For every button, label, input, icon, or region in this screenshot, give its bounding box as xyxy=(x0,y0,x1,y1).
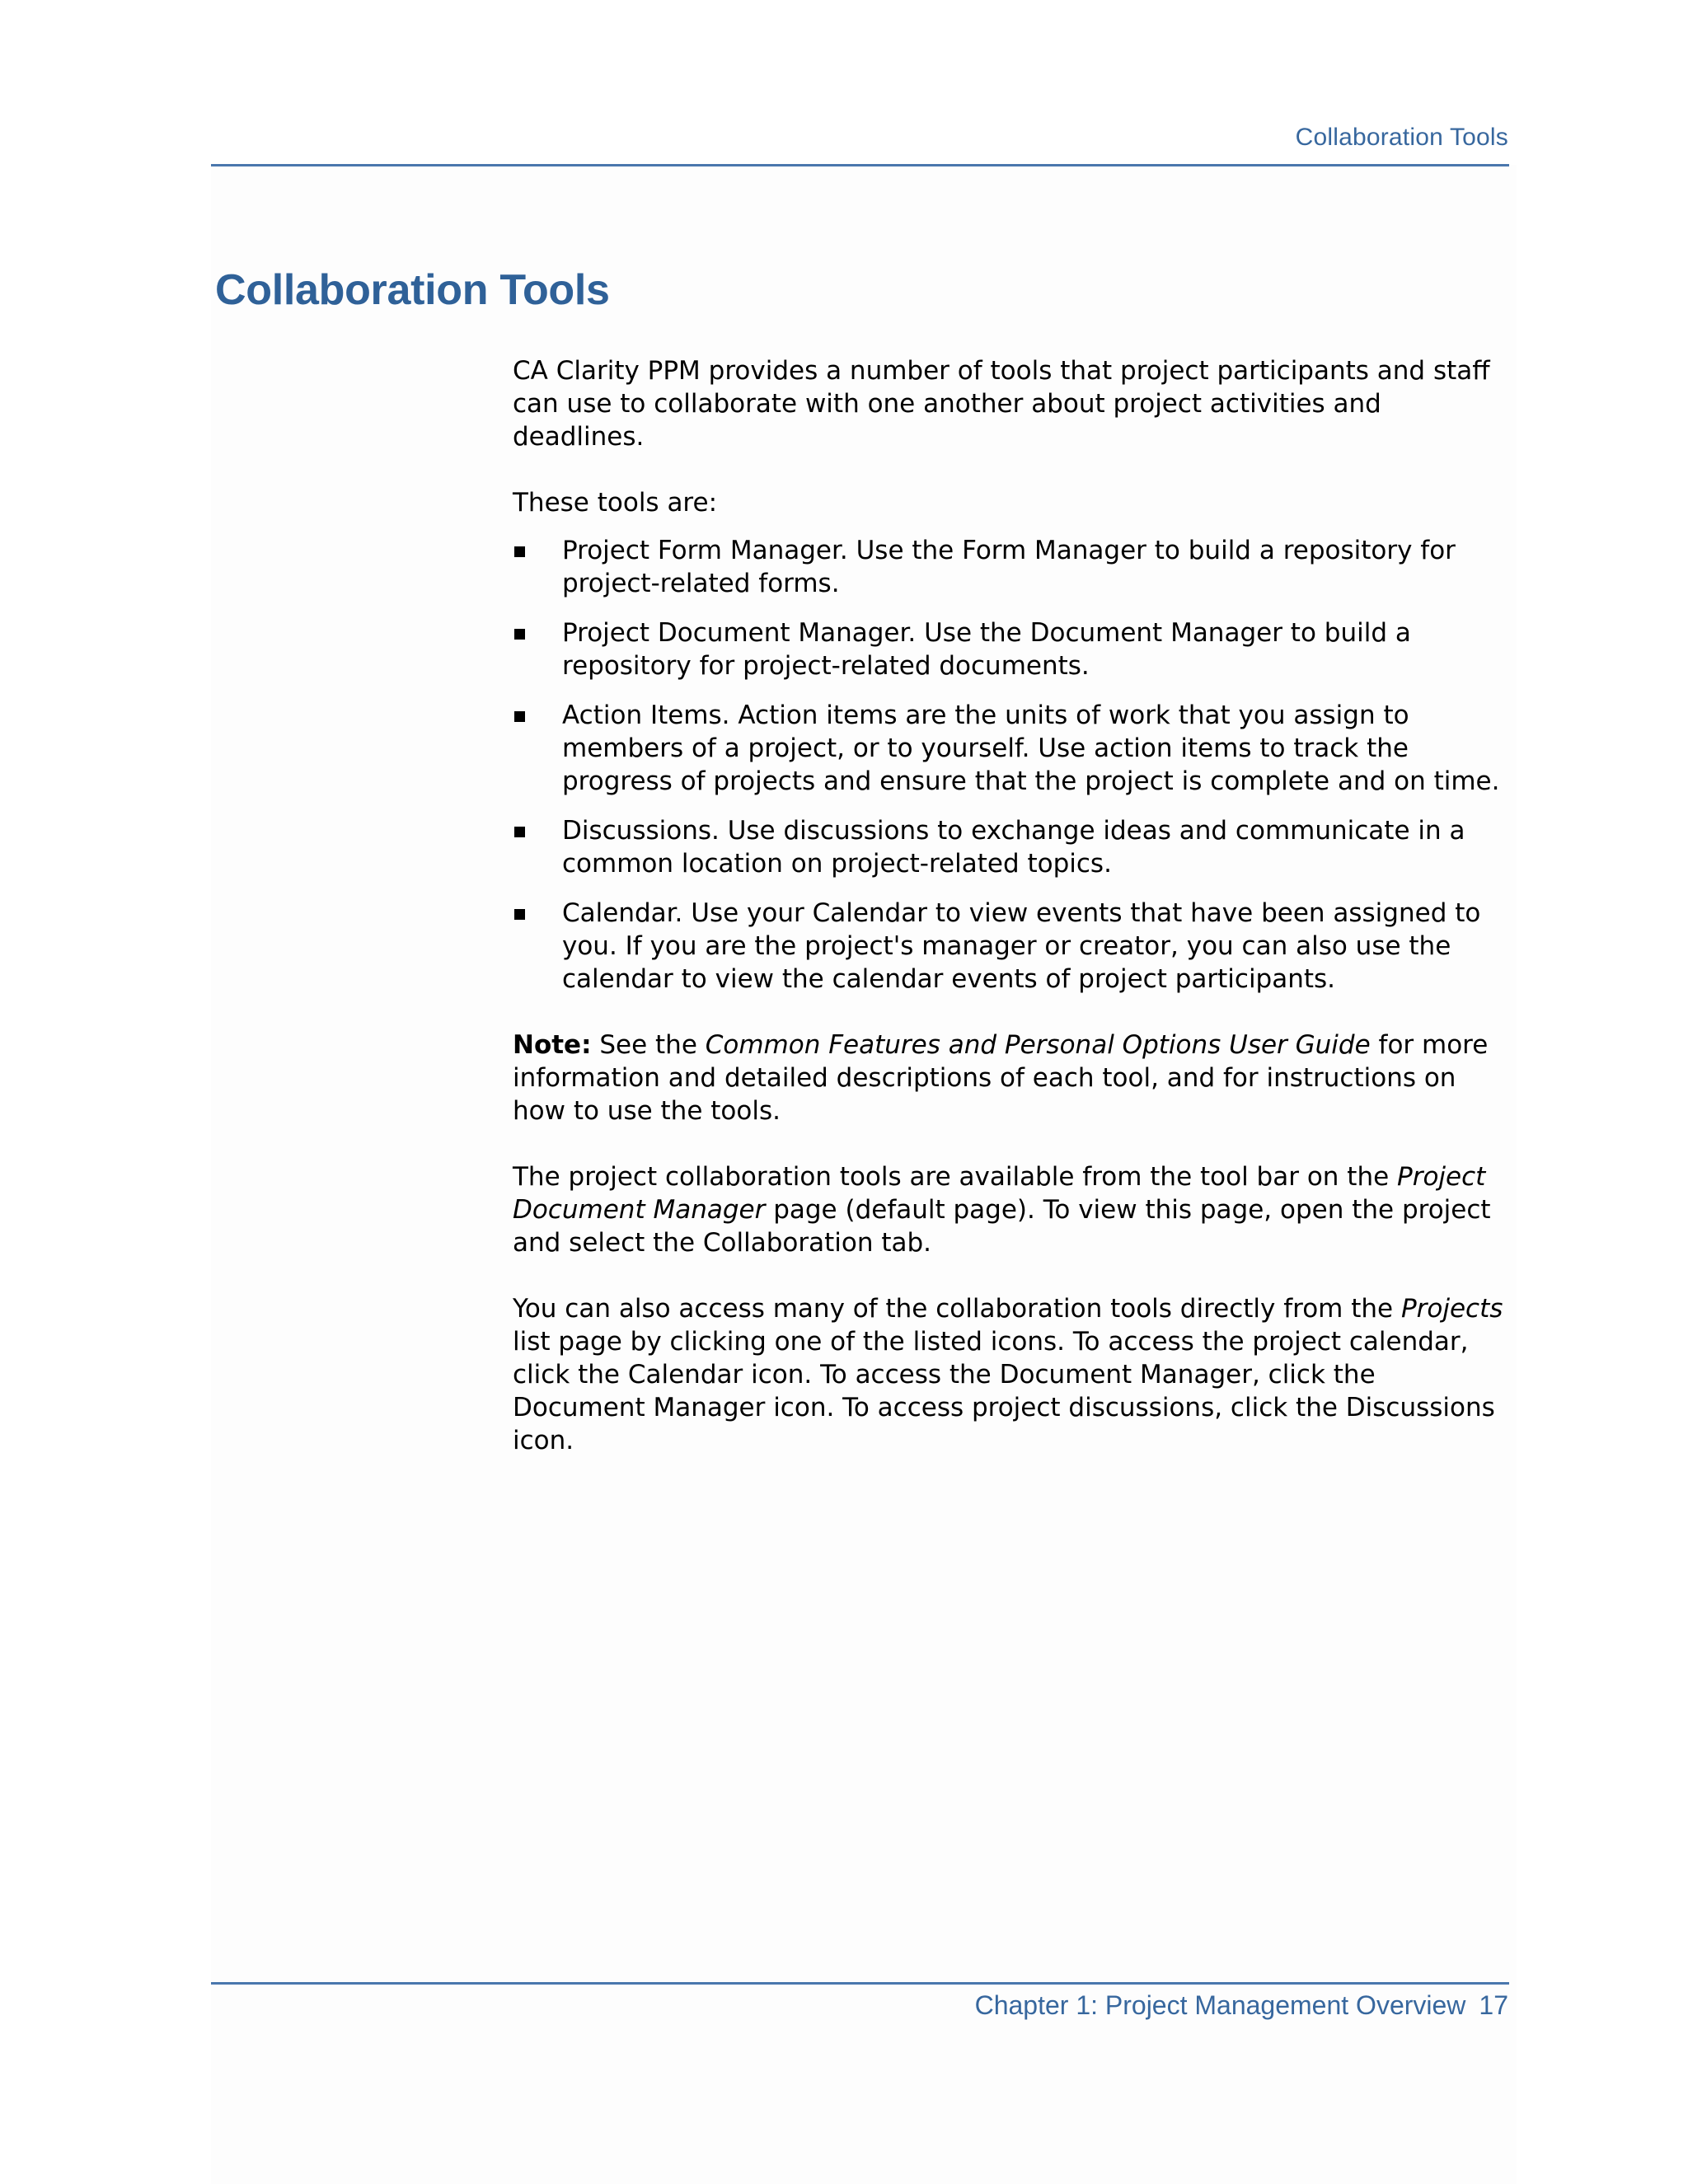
list-item xyxy=(513,699,1514,798)
toolbar-text-before: The project collaboration tools are available from the tool bar on the xyxy=(513,1162,1398,1192)
list-page-text-before: You can also access many of the collaboration tools directly from the xyxy=(513,1294,1401,1324)
header-rule xyxy=(211,164,1509,166)
list-lead-in: These tools are: xyxy=(513,488,718,518)
document-manager-page-name: Project Document Manager xyxy=(513,1162,1486,1225)
note-paragraph xyxy=(513,1029,1514,1127)
square-bullet-icon xyxy=(514,909,525,920)
body-content xyxy=(513,354,1514,1490)
chapter-title: Chapter 1: Project Management Overview xyxy=(974,1990,1466,2020)
running-header: Collaboration Tools xyxy=(1295,124,1508,151)
list-item-text: Action Items. Action items are the units of work that you assign to members of a project, or to yourself. Use action items to track the progress of projects and ensure that the project is complete and on time. xyxy=(562,701,1500,796)
square-bullet-icon xyxy=(514,629,525,640)
list-item-text: Project Form Manager. Use the Form Manager to build a repository for project-related forms. xyxy=(562,536,1456,598)
note-label: Note: xyxy=(513,1030,592,1060)
guide-title: Common Features and Personal Options User Guide xyxy=(705,1030,1371,1060)
projects-page-name: Projects xyxy=(1400,1294,1503,1324)
list-page-text-after: list page by clicking one of the listed icons. To access the project calendar, click the Calendar icon. To access the Document Manager, click the Document Manager icon. To access project discussions, click the Discussions icon. xyxy=(513,1327,1495,1455)
list-item-text: Calendar. Use your Calendar to view events that have been assigned to you. If you are the project's manager or creator, you can also use the calendar to view the calendar events of project participants. xyxy=(562,898,1481,994)
page-number: 17 xyxy=(1479,1990,1508,2020)
toolbar-paragraph xyxy=(513,1160,1514,1259)
list-item-text: Project Document Manager. Use the Document Manager to build a repository for project-related documents. xyxy=(562,618,1411,681)
toolbar-text-after: page (default page). To view this page, open the project and select the Collaboration tab. xyxy=(513,1195,1491,1258)
square-bullet-icon xyxy=(514,546,525,557)
square-bullet-icon xyxy=(514,827,525,837)
intro-paragraph: CA Clarity PPM provides a number of tools that project participants and staff can use to collaborate with one another about project activities and deadlines. xyxy=(513,356,1490,452)
list-item xyxy=(513,534,1514,600)
list-item xyxy=(513,897,1514,996)
note-text-after: for more information and detailed descriptions of each tool, and for instructions on how to use the tools. xyxy=(513,1030,1489,1126)
square-bullet-icon xyxy=(514,711,525,722)
running-footer xyxy=(211,1990,1508,2021)
list-page-paragraph xyxy=(513,1292,1514,1457)
tools-list xyxy=(513,534,1514,996)
page-title: Collaboration Tools xyxy=(215,266,610,314)
footer-rule xyxy=(211,1982,1509,1985)
list-item xyxy=(513,814,1514,880)
list-item xyxy=(513,616,1514,682)
note-text-before: See the xyxy=(591,1030,706,1060)
list-item-text: Discussions. Use discussions to exchange ideas and communicate in a common location on project-related topics. xyxy=(562,816,1465,879)
